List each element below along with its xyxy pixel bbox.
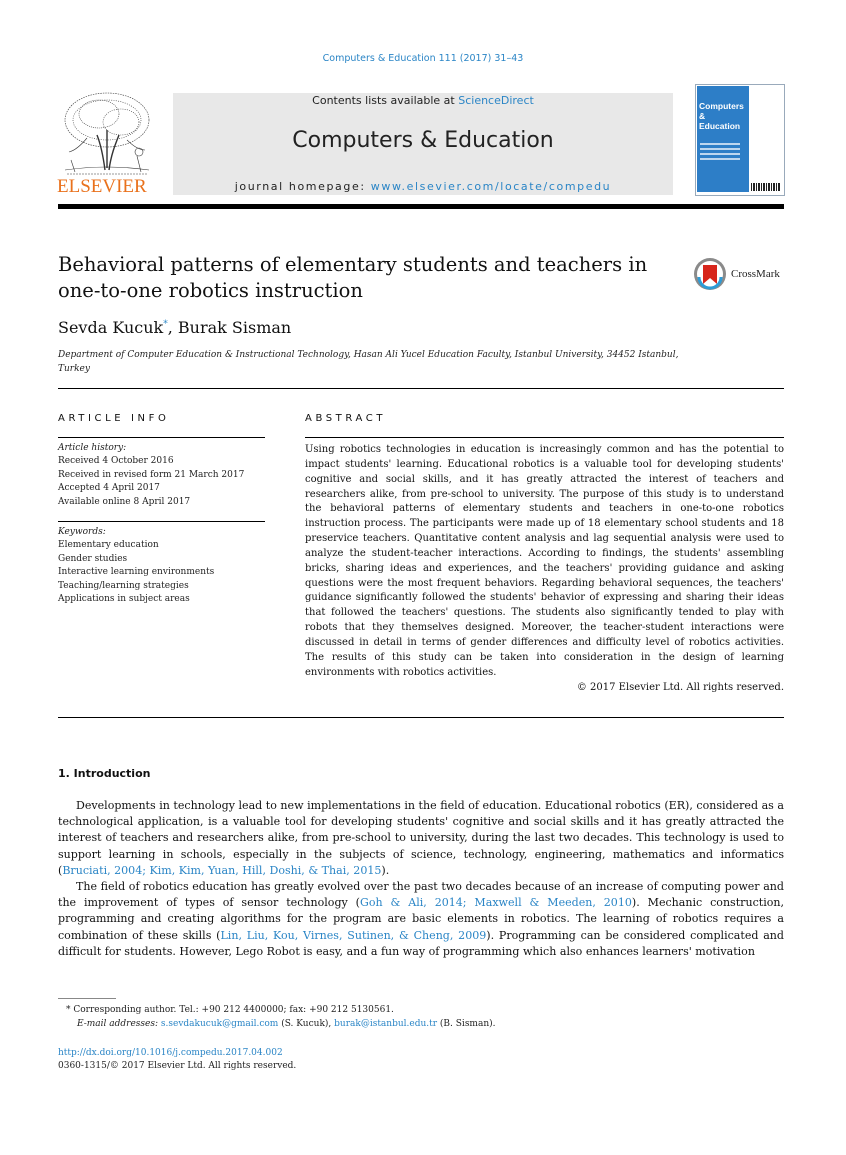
- keyword-item: Interactive learning environments: [58, 567, 215, 578]
- email-owner-1: (S. Kucuk),: [278, 1019, 335, 1029]
- issn-copyright: 0360-1315/© 2017 Elsevier Ltd. All rights reserved.: [58, 1061, 297, 1071]
- history-item: Accepted 4 April 2017: [58, 483, 160, 494]
- divider: [58, 717, 784, 718]
- author-2[interactable]: Burak Sisman: [177, 318, 292, 337]
- para-text: ). Mechanic construction, programming and creating algorithms for the program are basic elements in robotics. The learning of robotics requires a combination of these skills (: [58, 896, 784, 942]
- elsevier-wordmark: ELSEVIER: [57, 176, 147, 197]
- crossmark-label[interactable]: CrossMark: [731, 268, 780, 280]
- author-separator: ,: [167, 318, 178, 337]
- corresponding-author-footnote: * Corresponding author. Tel.: +90 212 4400000; fax: +90 212 5130561.: [66, 1005, 394, 1015]
- para-text: Developments in technology lead to new implementations in the field of education. Educational robotics (ER), considered as a technological application, is a valuable tool for developing students' cognitive and social skills and it has greatly attracted the interest of teachers and researchers alike, from pre-school to university, during the last two decades. This technology is used to support learning in schools, especially in the subjects of science, technology, engineering, mathematics and informatics (: [58, 799, 784, 877]
- abstract-heading: ABSTRACT: [305, 413, 387, 424]
- cover-title: [699, 101, 744, 131]
- article-info-heading: ARTICLE INFO: [58, 413, 170, 424]
- keyword-item: Teaching/learning strategies: [58, 580, 189, 591]
- para-text: ).: [381, 863, 390, 877]
- introduction-heading: 1. Introduction: [58, 767, 151, 780]
- affiliation: Department of Computer Education & Instructional Technology, Hasan Ali Yucel Education Faculty, Istanbul University, 34452 Istanbul, Turkey: [58, 350, 679, 374]
- history-item: Received 4 October 2016: [58, 456, 174, 467]
- citation-link[interactable]: Goh & Ali, 2014; Maxwell & Meeden, 2010: [360, 896, 632, 910]
- citation-link[interactable]: Lin, Liu, Kou, Virnes, Sutinen, & Cheng, 2009: [220, 928, 487, 942]
- email-link-1[interactable]: s.sevdakucuk@gmail.com: [160, 1019, 279, 1029]
- divider: [58, 437, 265, 438]
- keyword-item: Applications in subject areas: [58, 594, 190, 605]
- keyword-item: Gender studies: [58, 553, 128, 564]
- footnote-rule: [58, 998, 116, 999]
- article-title: Behavioral patterns of elementary students and teachers in one-to-one robotics instruction: [58, 253, 648, 302]
- keywords: [58, 526, 268, 606]
- journal-reference-link[interactable]: Computers & Education 111 (2017) 31–43: [322, 53, 524, 64]
- history-label: Article history:: [58, 443, 127, 453]
- sciencedirect-link[interactable]: ScienceDirect: [458, 94, 534, 107]
- email-link-2[interactable]: burak@istanbul.edu.tr: [334, 1019, 438, 1029]
- para-text: ). Programming can be considered complicated and difficult for students. However, Lego Robot is easy, and a fun way of programming which also enhances learners' motivation: [58, 928, 784, 958]
- divider: [305, 437, 784, 438]
- homepage-line: [173, 180, 673, 193]
- cover-barcode: [751, 183, 781, 191]
- keyword-item: Elementary education: [58, 540, 159, 551]
- divider: [58, 388, 784, 389]
- email-label: E-mail addresses:: [77, 1019, 161, 1029]
- author-1[interactable]: Sevda Kucuk: [58, 318, 164, 337]
- body-paragraph: [58, 879, 784, 960]
- header-rule: [58, 204, 784, 209]
- journal-cover-thumbnail[interactable]: [695, 84, 785, 196]
- cover-title-1: Computers: [699, 101, 744, 111]
- homepage-prefix: journal homepage:: [234, 180, 371, 193]
- citation-link[interactable]: Bruciati, 2004; Kim, Kim, Yuan, Hill, Doshi, & Thai, 2015: [62, 863, 382, 877]
- contents-prefix: Contents lists available at: [312, 94, 459, 107]
- cover-amp: &: [699, 111, 706, 121]
- email-owner-2: (B. Sisman).: [437, 1019, 496, 1029]
- divider: [58, 521, 265, 522]
- cover-decoration: [700, 143, 740, 163]
- article-history: [58, 442, 268, 509]
- journal-title: Computers & Education: [292, 128, 554, 153]
- cover-title-2: Education: [699, 121, 741, 131]
- abstract-copyright: © 2017 Elsevier Ltd. All rights reserved.: [576, 682, 784, 693]
- contents-line: [173, 94, 673, 107]
- para-text: The field of robotics education has greatly evolved over the past two decades because of an increase of computing power and the improvement of types of sensor technology (: [58, 880, 784, 910]
- email-footnote: [58, 1019, 777, 1029]
- body-paragraph: [58, 798, 784, 879]
- author-footnote-mark[interactable]: *: [163, 319, 168, 330]
- doi-link[interactable]: http://dx.doi.org/10.1016/j.compedu.2017.04.002: [58, 1048, 283, 1058]
- homepage-link[interactable]: www.elsevier.com/locate/compedu: [370, 180, 612, 193]
- abstract-text: Using robotics technologies in education is increasingly common and has the potential to impact students' learning. Educational robotics is a valuable tool for developing students' cognitive and social skills, and it has greatly attracted the interest of teachers and researchers alike, from pre-school to university. The purpose of this study is to understand the behavioral patterns of elementary students and teachers in one-to-one robotics instruction process. The participants were made up of 18 elementary school students and 18 preservice teachers. Quantitative content analysis and lag sequential analysis were used to analyze the student-teacher interactions. According to findings, the students' assembling bricks, sharing ideas and experiences, and the teachers' providing guidance and asking questions were the most frequent behaviors. Regarding behavioral sequences, the teachers' guidance significantly followed the students' behavior of expressing and sharing their ideas that followed the teachers' questions. The students also significantly tended to play with robots that they themselves designed. Moreover, the teacher-student interactions were discussed in detail in terms of gender differences and difficulty level of robotics activities. The results of this study can be taken into consideration in the design of learning environments with robotics activities.: [305, 444, 784, 678]
- authors: [58, 318, 291, 337]
- history-item: Available online 8 April 2017: [58, 496, 191, 507]
- history-item: Received in revised form 21 March 2017: [58, 469, 245, 480]
- keywords-label: Keywords:: [58, 527, 106, 537]
